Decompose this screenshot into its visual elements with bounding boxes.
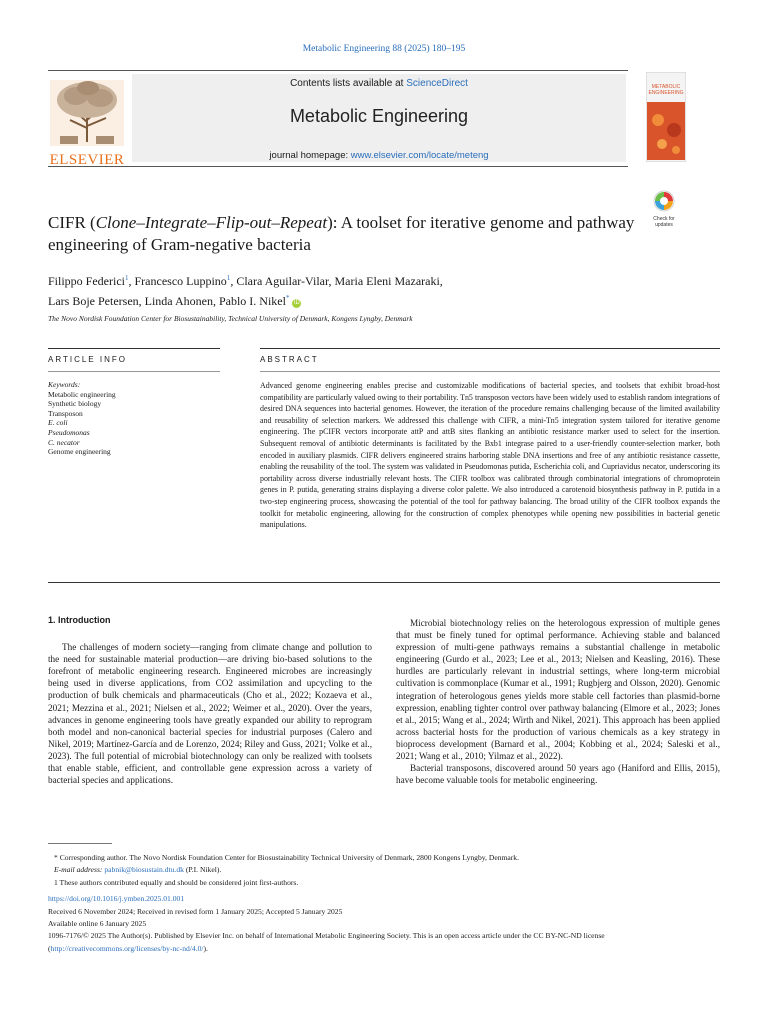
body-right-column (396, 617, 720, 786)
abstract-rule (260, 348, 720, 349)
corresponding-author-marker[interactable]: * (285, 294, 290, 302)
keyword: Metabolic engineering (48, 389, 116, 399)
author[interactable]: Francesco Luppino (134, 274, 227, 288)
crossmark-label-line-2: updates (655, 221, 673, 228)
paragraph: The challenges of modern society—ranging from climate change and pollution to the need for sustainable material production—are driving bio-based solutions to the forefront of metabolic engineering research. Engineered microbes are increasingly being used in diverse applications, from CO2 assimilation and upcycling to the production of bulk chemicals and pharmaceuticals (Cho et al., 2022; Kozaeva et al., 2021; Mezzina et al., 2021; Nielsen et al., 2022; Weimer et al., 2020). Over the years, advances in genome engineering tools have greatly expanded our ability to reprogram both model and non-canonical bacterial species for industrial purposes (Calero and Nikel, 2019; Martínez-García and de Lorenzo, 2024; Riley and Guss, 2021; Volke et al., 2023). The full potential of microbial biotechnology can only be realized with toolsets that enable stable, efficient, and controllable gene expression across a variety of bacterial species and applications. (48, 642, 372, 786)
received-dates: Received 6 November 2024; Received in revised form 1 January 2025; Accepted 5 January 2025 (48, 906, 343, 916)
title-suffix: ): A toolset for iterative genome and pathway engineering of Gram-negative bacteria (48, 213, 635, 254)
title-italic: Clone–Integrate–Flip-out–Repeat (95, 213, 328, 232)
keyword: Synthetic biology (48, 399, 102, 409)
crossmark-label-line-1: Check for (653, 216, 675, 222)
cover-title (648, 84, 684, 96)
keyword: E. coli (48, 418, 68, 428)
journal-citation[interactable] (0, 44, 768, 54)
title-prefix: CIFR ( (48, 213, 96, 232)
crossmark-icon (650, 190, 678, 212)
elsevier-logo[interactable] (48, 76, 126, 166)
abstract-text: Advanced genome engineering enables precise and customizable modifications of bacterial species, and toolsets that exhibit broad-host compatibility are particularly valued owing to their portability. Tn5 transposon vectors have been widely used to establish random integrations of desired DNA sequences into bacterial genomes. However, the iteration of the procedure remains challenging because of the limited availability and reusability of selection markers. We addressed this challenge with CIFR, a mini-Tn5 integration system tailored for iterative genome engineering. The pCIFR vectors incorporate attP and attB sites flanking an antibiotic resistance marker used to select for the insertion. Subsequent removal of antibiotic determinants is facilitated by the Bxb1 integrase paired to a user-friendly counter-selection marker, both encoded in auxiliary plasmids. CIFR delivers engineered strains harboring stable DNA insertions and free of any antibiotic resistance cassette, enabling the reusability of the tool. The system was validated in Pseudomonas putida, Escherichia coli, and Cupriavidus necator, underscoring its portability across diverse industrially relevant hosts. The CIFR toolbox was calibrated through combinatorial integrations of chromoprotein genes in P. putida, generating strains displaying a diverse color palette. We also introduced a carotenoid biosynthesis pathway in P. putida in a two-step engineering process, showcasing the potential of the tool for pathway balancing. The broad utility of the CIFR toolbox expands the toolkit for metabolic engineering, allowing for the construction of complex phenotypes while opening new possibilities in bacterial genetic manipulations. (260, 381, 720, 530)
abstract-heading: ABSTRACT (260, 355, 319, 364)
body-left-column (48, 614, 372, 786)
citation-link[interactable]: Metabolic Engineering 88 (2025) 180–195 (302, 44, 466, 54)
contents-line (132, 78, 626, 89)
abstract-end-rule (48, 582, 720, 583)
email-suffix: (P.I. Nikel). (185, 865, 222, 875)
homepage-prefix: journal homepage: (269, 150, 351, 161)
article-info-rule (48, 348, 220, 349)
keyword: Transposon (48, 408, 83, 418)
journal-homepage (132, 150, 626, 161)
author-list: Filippo Federici$^1$, Francesco Luppino$^1$, Clara Aguilar-Vilar, Maria Eleni Mazaraki, Lars Boje Petersen, Linda Ahonen, Pablo I. Nikel* iD (48, 274, 443, 308)
email-link[interactable]: pabnik@biosustain.dtu.dk (104, 865, 184, 875)
affiliation: The Novo Nordisk Foundation Center for Biosustainability, Technical University of Denmark, Kongens Lyngby, Denmark (48, 314, 413, 323)
keywords-label: Keywords: (48, 380, 81, 389)
license-close: ). (203, 943, 208, 953)
masthead-bottom-rule (48, 166, 628, 167)
corresponding-author-note: * Corresponding author. The Novo Nordisk Foundation Center for Biosustainability Technical University of Denmark, 2800 Kongens Lyngby, Denmark. (54, 853, 520, 862)
abstract-subrule (260, 371, 720, 372)
paragraph: Bacterial transposons, discovered around 50 years ago (Haniford and Ellis, 2015), have become valuable tools for metabolic engineering. (396, 763, 720, 786)
available-online: Available online 6 January 2025 (48, 919, 147, 929)
keyword: Pseudomonas (48, 427, 90, 437)
journal-title: Metabolic Engineering (289, 106, 469, 126)
email-label: E-mail address: (54, 865, 103, 875)
cover-title-line-2: ENGINEERING (648, 90, 684, 96)
paragraph: Microbial biotechnology relies on the heterologous expression of multiple genes that must be finely tuned for optimal performance. Achieving stable and balanced expression of multi-gene pathways remains a substantial challenge in metabolic engineering (Gurdo et al., 2023; Lee et al., 2013; Nielsen and Keasling, 2016). These hurdles are particularly relevant in industrial settings, where long-term microbial cultivation is commonplace (Kumar et al., 1991; Rugbjerg and Olsson, 2020). Genomic integration of heterologous genes yields more stable cell factories than plasmid-borne expression, enabling tighter control over pathway balancing (Elmore et al., 2023; Jones et al., 2015; Wang et al., 2024; Wirth and Nikel, 2021). This approach has been applied across bacterial hosts for the production of various chemicals as a key strategy in bioprocess development (Barnard et al., 2004; Kobbing et al., 2024; Saleski et al., 2021; Wang et al., 2010; Yilmaz et al., 2022). (396, 618, 720, 762)
keywords-block (48, 380, 228, 457)
author[interactable]: Lars Boje Petersen (48, 294, 139, 308)
journal-cover[interactable] (646, 72, 686, 162)
check-for-updates-badge[interactable] (650, 190, 678, 226)
contents-prefix: Contents lists available at (290, 78, 407, 89)
author[interactable]: Clara Aguilar-Vilar (236, 274, 329, 288)
keyword: Genome engineering (48, 447, 111, 457)
author-footnote-marker[interactable]: 1 (226, 274, 231, 282)
masthead-top-rule (48, 70, 628, 71)
author[interactable]: Filippo Federici (48, 274, 125, 288)
crossmark-label (650, 217, 678, 228)
license-statement (48, 930, 728, 955)
section-heading-introduction: 1. Introduction (48, 615, 111, 625)
article-info-subrule (48, 371, 220, 372)
author[interactable]: Maria Eleni Mazaraki (334, 274, 440, 288)
author-footnote-marker[interactable]: 1 (125, 274, 129, 282)
license-text: 1096-7176/© 2025 The Author(s). Published by Elsevier Inc. on behalf of International Metabolic Engineering Society. This is an open access article under the CC BY-NC-ND license ( (48, 931, 605, 953)
doi-link[interactable]: https://doi.org/10.1016/j.ymben.2025.01.001 (48, 894, 185, 904)
homepage-link[interactable]: www.elsevier.com/locate/meteng (350, 150, 489, 161)
orcid-icon[interactable]: iD (294, 300, 300, 306)
keyword: C. necator (48, 437, 80, 447)
sciencedirect-link[interactable]: ScienceDirect (406, 78, 468, 89)
footnotes (48, 852, 728, 955)
footnote-rule (48, 843, 112, 844)
equal-contribution-note: 1 These authors contributed equally and should be considered joint first-authors. (54, 877, 299, 887)
article-title (48, 212, 638, 256)
cover-title-line-1: METABOLIC (651, 84, 681, 90)
license-link[interactable]: http://creativecommons.org/licenses/by-nc-nd/4.0/ (50, 943, 204, 953)
author[interactable]: Pablo I. Nikel (218, 294, 286, 308)
elsevier-wordmark: ELSEVIER (49, 152, 125, 168)
article-info-heading: ARTICLE INFO (48, 355, 127, 364)
email-note (48, 864, 728, 876)
author[interactable]: Linda Ahonen (144, 294, 213, 308)
journal-masthead (48, 70, 688, 166)
